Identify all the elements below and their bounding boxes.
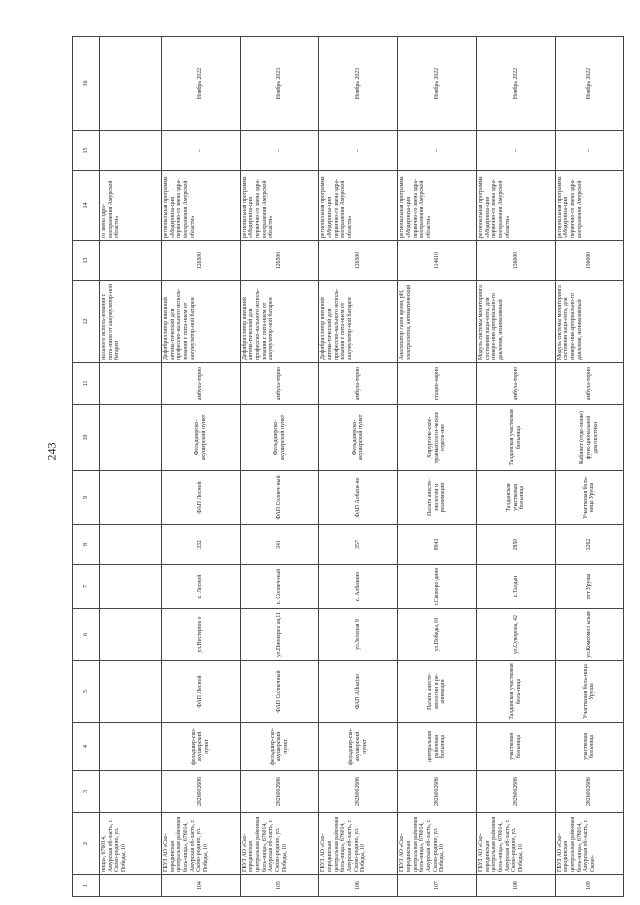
col-num-6: 6: [73, 609, 100, 661]
cell-c8: 341: [240, 525, 319, 565]
cell-c5: Палата анесте-зиологии и ре-анимации: [398, 661, 477, 723]
cell-c14: региональная программа «Модерниза-ция первично-го звена здра-воохранения Амурской области»: [319, 171, 398, 241]
cell-c7: с. Солнеч-ный: [240, 565, 319, 609]
cell: го звена здра-воохранения Амурской области»: [99, 171, 161, 241]
cell-c16: Ноябрь 2022: [555, 37, 623, 131]
cell: [99, 661, 161, 723]
col-num-13: 13: [73, 241, 100, 281]
col-num-8: 8: [73, 525, 100, 565]
cell-c11: амбула-торно: [555, 363, 623, 405]
cell-c10: Фельдшерско-акушерский пункт: [161, 405, 240, 471]
cell-c12: Модуль системы мониторинга состояния паци-ента, для измере-ния артериально-го давления, неинвазивный: [477, 281, 556, 363]
cell-c11: амбула-торно: [319, 363, 398, 405]
cell-c13: 156000: [555, 241, 623, 281]
cell-c4: фельдшер-ско-акушерский пункт: [240, 723, 319, 771]
cell-c5: Талданская участковая боль-ница: [477, 661, 556, 723]
cell-c4: фельдшер-ско-акушерский пункт: [161, 723, 240, 771]
cell-c4: участковая больница: [555, 723, 623, 771]
cell-c11: амбула-торно: [477, 363, 556, 405]
col-num-4: 4: [73, 723, 100, 771]
cell-c5: ФАП Albazino: [319, 661, 398, 723]
cell-c1: 106: [319, 875, 398, 897]
cell-c8: 3262: [555, 525, 623, 565]
cell-c15: –: [161, 131, 240, 171]
cell: [99, 609, 161, 661]
column-number-row: [73, 37, 100, 897]
cell-c4: центральная районная больница: [398, 723, 477, 771]
cell-c15: –: [319, 131, 398, 171]
cell: [99, 771, 161, 813]
cell-c9: ФАП Лесной: [161, 471, 240, 525]
cell-c14: региональная программа «Модерниза-ция первично-го звена здра-воохранения Амурской области»: [398, 171, 477, 241]
col-num-11: 11: [73, 363, 100, 405]
cell-c1: 107: [398, 875, 477, 897]
cell: [99, 37, 161, 131]
cell-c13: 126500: [161, 241, 240, 281]
cell-c9: Палата анесте-зиологии и реанимации: [398, 471, 477, 525]
cell-c16: Ноябрь 2022: [161, 37, 240, 131]
cell-c7: с. Албазино: [319, 565, 398, 609]
cell-c6: ул.Зеленая 9: [319, 609, 398, 661]
cell-c2: ГБУЗ АО «Ско-вородинская центральная районная боль-ница», 676014, Амурская об-ласть, г. Сково-: [555, 813, 623, 875]
col-num-12: 12: [73, 281, 100, 363]
cell-c15: –: [477, 131, 556, 171]
cell-c10: Фельдшерско-акушерский пункт: [319, 405, 398, 471]
cell-c7: с. Лесной: [161, 565, 240, 609]
cell: [99, 405, 161, 471]
col-num-10: 10: [73, 405, 100, 471]
continuation-row: [99, 37, 161, 897]
cell-c2: ГБУЗ АО «Ско-вородинская центральная районная боль-ница», 676014, Амурская об-ласть, г. Сково-родино, ул. Победы, 10: [477, 813, 556, 875]
cell-c11: стацио-нарно: [398, 363, 477, 405]
col-num-9: 9: [73, 471, 100, 525]
table-row: [398, 37, 477, 897]
cell-c10: Кабинет (отде-ление) функ-циональной диагностики: [555, 405, 623, 471]
cell-c2: ГБУЗ АО «Ско-вородинская центральная районная боль-ница», 676014, Амурская об-ласть, г. Сково-родино, ул. Победы, 10: [319, 813, 398, 875]
cell-c12: Дефибриллятор внешний автома-тический для профессио-нального исполь-зования с пита-нием от аккумулятор-ной батареи: [240, 281, 319, 363]
cell: [99, 565, 161, 609]
cell-c9: Участковая боль-ница Уруша: [555, 471, 623, 525]
col-num-5: 5: [73, 661, 100, 723]
cell-c7: пгт Уруша: [555, 565, 623, 609]
cell-c13: 156000: [477, 241, 556, 281]
cell-c10: Хирургиче-ское-травматологи-ческое отделе-ние: [398, 405, 477, 471]
cell-c9: Талданская участковая больница: [477, 471, 556, 525]
col-num-15: 15: [73, 131, 100, 171]
cell-c12: Анализатор газов крови, pH, электролитов, автоматический: [398, 281, 477, 363]
page-number: 243: [44, 442, 59, 461]
cell-c13: 126500: [319, 241, 398, 281]
cell-c10: Фельдшерско-акушерский пункт: [240, 405, 319, 471]
cell-c2: ГБУЗ АО «Ско-вородинская центральная районная боль-ница», 676014, Амурская об-ласть, г. Сково-родино, ул. Победы, 10: [161, 813, 240, 875]
cell-c8: 8943: [398, 525, 477, 565]
cell-c14: региональная программа «Модерниза-ция первично-го звена здра-воохранения Амурской области»: [240, 171, 319, 241]
cell: нального исполь-зования с пита-нием от аккумулятор-ной батареи: [99, 281, 161, 363]
cell-c2: ГБУЗ АО «Ско-вородинская центральная районная боль-ница», 676014, Амурская об-ласть, г. Сково-родино, ул. Победы, 10: [398, 813, 477, 875]
table-row: [477, 37, 556, 897]
cell: [99, 723, 161, 771]
table-row: [319, 37, 398, 897]
cell-c15: –: [240, 131, 319, 171]
cell-c10: Талданская участковая больница: [477, 405, 556, 471]
cell: [99, 525, 161, 565]
cell-c11: амбула-торно: [240, 363, 319, 405]
cell-c9: ФАП Албази-но: [319, 471, 398, 525]
cell-c13: 114610: [398, 241, 477, 281]
cell-c9: ФАП Солнеч-ный: [240, 471, 319, 525]
col-num-3: 3: [73, 771, 100, 813]
cell-c1: 104: [161, 875, 240, 897]
cell-c12: Дефибриллятор внешний автома-тический для профессио-нального исполь-зования с пита-нием от аккумулятор-ной батареи: [161, 281, 240, 363]
col-num-14: 14: [73, 171, 100, 241]
cell-c5: Участковая боль-ница Уруша: [555, 661, 623, 723]
cell-c15: –: [555, 131, 623, 171]
cell-c6: ул.Победы,10: [398, 609, 477, 661]
equipment-table-rotated: [72, 37, 624, 897]
col-num-1: 1: [73, 875, 100, 897]
cell-c16: Ноябрь 2023: [319, 37, 398, 131]
cell-c6: ул.Пионерск ая,11: [240, 609, 319, 661]
cell-c3: 2826002686: [319, 771, 398, 813]
cell-c4: участковая больница: [477, 723, 556, 771]
cell-c3: 2826002686: [161, 771, 240, 813]
col-num-7: 7: [73, 565, 100, 609]
cell-c6: ул.Комсомол ьская: [555, 609, 623, 661]
cell: [99, 471, 161, 525]
cell-c12: Дефибриллятор внешний автома-тический для профессио-нального исполь-зования с пита-нием от аккумулятор-ной батареи: [319, 281, 398, 363]
cell-c1: 109: [555, 875, 623, 897]
table-row: [555, 37, 623, 897]
equipment-table: [72, 36, 624, 897]
cell-c3: 2826002686: [555, 771, 623, 813]
cell-c14: региональная программа «Модерниза-ция первично-го звена здра-воохранения Амурской: [555, 171, 623, 241]
cell: [99, 875, 161, 897]
cell: [99, 363, 161, 405]
cell-c16: Ноябрь 2022: [398, 37, 477, 131]
cell-c4: фельдшер-ско-акушерский пункт: [319, 723, 398, 771]
cell-c3: 2826002686: [477, 771, 556, 813]
cell-c14: региональная программа «Модерниза-ция первично-го звена здра-воохранения Амурской области»: [477, 171, 556, 241]
cell-c5: ФАП Лесной: [161, 661, 240, 723]
cell-c16: Ноябрь 2022: [477, 37, 556, 131]
cell-c2: ГБУЗ АО «Ско-вородинская центральная районная боль-ница», 676014, Амурская об-ласть, г. Сково-родино, ул. Победы, 10: [240, 813, 319, 875]
cell: ница», 676014, Амурская об-ласть, г. Сково-родино, ул. Победы, 10: [99, 813, 161, 875]
cell-c5: ФАП Солнечный: [240, 661, 319, 723]
cell-c1: 105: [240, 875, 319, 897]
cell-c11: амбула-торно: [161, 363, 240, 405]
cell-c16: Ноябрь 2023: [240, 37, 319, 131]
table-row: [240, 37, 319, 897]
cell-c13: 126500: [240, 241, 319, 281]
col-num-16: 16: [73, 37, 100, 131]
cell-c7: г.Сковоро-дино: [398, 565, 477, 609]
cell-c15: –: [398, 131, 477, 171]
cell: [99, 241, 161, 281]
cell-c3: 2826002686: [398, 771, 477, 813]
cell-c3: 2826002686: [240, 771, 319, 813]
cell-c8: 357: [319, 525, 398, 565]
cell-c6: ул.Суворова, 42: [477, 609, 556, 661]
col-num-2: 2: [73, 813, 100, 875]
cell-c8: 332: [161, 525, 240, 565]
cell-c1: 108: [477, 875, 556, 897]
cell-c12: Модуль системы мониторинга состояния паци-ента, для измере-ния артериально-го давления, неинвазивный: [555, 281, 623, 363]
cell-c14: региональная программа «Модерниза-ция первично-го звена здра-воохранения Амурской области»: [161, 171, 240, 241]
cell-c7: с.Талдан: [477, 565, 556, 609]
cell-c8: 2850: [477, 525, 556, 565]
cell: [99, 131, 161, 171]
table-row: [161, 37, 240, 897]
cell-c6: ул.Нестерюк о: [161, 609, 240, 661]
